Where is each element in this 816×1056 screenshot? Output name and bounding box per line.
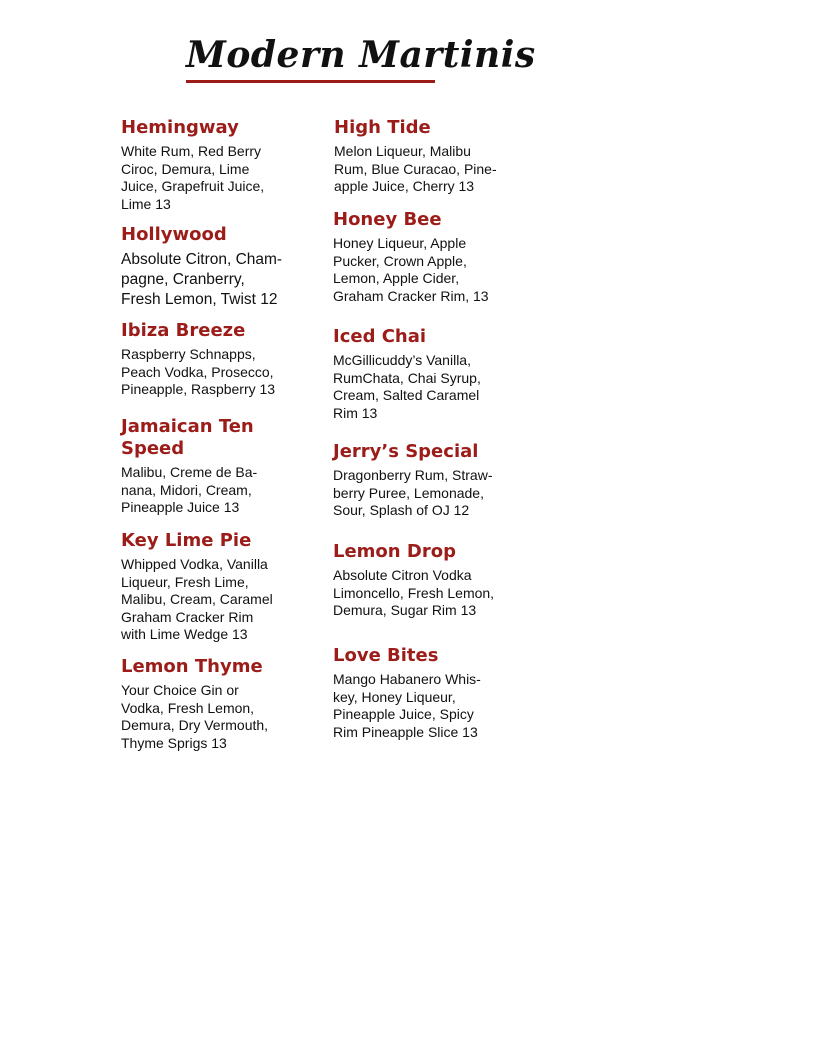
menu-item-high-tide [334, 117, 497, 196]
menu-item-jerrys-special [333, 441, 493, 520]
item-name: Honey Bee [333, 209, 442, 230]
item-description: Malibu, Creme de Ba- nana, Midori, Cream, Pineapple Juice 13 [121, 464, 258, 515]
menu-item-ibiza-breeze [121, 320, 275, 399]
item-name: Lemon Drop [333, 541, 456, 562]
menu-item-honey-bee [333, 209, 489, 305]
menu-item-love-bites [333, 645, 481, 741]
menu-item-lemon-thyme [121, 656, 268, 752]
menu-item-hollywood [121, 224, 282, 310]
item-description: Your Choice Gin or Vodka, Fresh Lemon, Demura, Dry Vermouth, Thyme Sprigs 13 [121, 682, 269, 751]
item-name: Love Bites [333, 645, 439, 666]
item-name: Key Lime Pie [121, 530, 252, 551]
menu-item-key-lime-pie [121, 530, 273, 644]
item-description: Honey Liqueur, Apple Pucker, Crown Apple, Lemon, Apple Cider, Graham Cracker Rim, 13 [333, 235, 489, 304]
menu-item-hemingway [121, 117, 264, 213]
item-name: Hollywood [121, 224, 227, 245]
item-description: Mango Habanero Whis- key, Honey Liqueur, Pineapple Juice, Spicy Rim Pineapple Slice 13 [333, 671, 481, 740]
item-description: Melon Liqueur, Malibu Rum, Blue Curacao, Pine- apple Juice, Cherry 13 [334, 143, 497, 194]
item-description: Absolute Citron Vodka Limoncello, Fresh Lemon, Demura, Sugar Rim 13 [333, 567, 495, 618]
item-description: White Rum, Red Berry Ciroc, Demura, Lime Juice, Grapefruit Juice, Lime 13 [121, 143, 265, 212]
menu-item-lemon-drop [333, 541, 494, 620]
item-description: McGillicuddy’s Vanilla, RumChata, Chai Syrup, Cream, Salted Caramel Rim 13 [333, 352, 481, 421]
item-name: Jamaican Ten Speed [121, 416, 254, 459]
item-name: Hemingway [121, 117, 239, 138]
item-name: High Tide [334, 117, 431, 138]
item-name: Jerry’s Special [333, 441, 479, 462]
item-name: Lemon Thyme [121, 656, 263, 677]
item-description: Whipped Vodka, Vanilla Liqueur, Fresh Lime, Malibu, Cream, Caramel Graham Cracker Rim with Lime Wedge 13 [121, 556, 273, 642]
menu-item-iced-chai [333, 326, 481, 422]
page-title: Modern Martinis [186, 34, 536, 76]
item-description: Dragonberry Rum, Straw- berry Puree, Lemonade, Sour, Splash of OJ 12 [333, 467, 493, 518]
item-description: Raspberry Schnapps, Peach Vodka, Prosecco, Pineapple, Raspberry 13 [121, 346, 276, 397]
item-name: Iced Chai [333, 326, 427, 347]
title-underline [186, 80, 435, 83]
item-description: Absolute Citron, Cham- pagne, Cranberry, Fresh Lemon, Twist 12 [121, 251, 283, 308]
menu-item-jamaican-ten-speed [121, 416, 257, 517]
item-name: Ibiza Breeze [121, 320, 246, 341]
